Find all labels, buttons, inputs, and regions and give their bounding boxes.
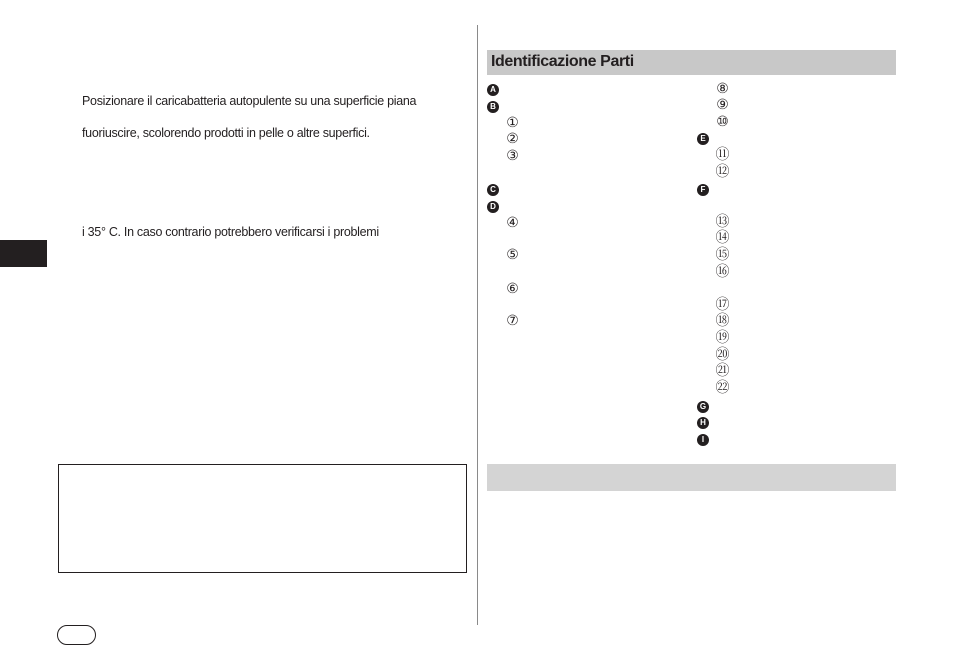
part-number: ㉑ <box>715 362 730 378</box>
part-number: ⑪ <box>715 146 730 162</box>
note-box <box>58 464 467 573</box>
section-heading-bar <box>487 464 896 491</box>
part-number: ⑥ <box>506 280 519 296</box>
part-letter-badge: B <box>487 101 499 113</box>
body-text-line-2: fuoriuscire, scolorendo prodotti in pelle o altre superfici. <box>82 126 370 140</box>
part-number: ③ <box>506 147 519 163</box>
part-letter-badge: I <box>697 434 709 446</box>
part-number: ⑮ <box>715 246 730 262</box>
part-number: ㉒ <box>715 379 730 395</box>
part-letter-badge: H <box>697 417 709 429</box>
body-text-line-1: Posizionare il caricabatteria autopulente su una superficie piana <box>82 94 417 108</box>
part-number: ⑱ <box>715 312 730 328</box>
part-letter-badge: G <box>697 401 709 413</box>
part-letter-badge: C <box>487 184 499 196</box>
part-number: ② <box>506 130 519 146</box>
part-number: ⑲ <box>715 329 730 345</box>
part-number: ⑯ <box>715 263 730 279</box>
part-letter-badge: A <box>487 84 499 96</box>
part-letter-badge: E <box>697 133 709 145</box>
part-number: ① <box>506 114 519 130</box>
part-number: ⑰ <box>715 296 730 312</box>
column-divider <box>477 25 478 625</box>
part-number: ⑩ <box>716 113 729 129</box>
language-side-tab <box>0 240 47 267</box>
part-number: ⑫ <box>715 163 730 179</box>
body-text-line-3: i 35° C. In caso contrario potrebbero verificarsi i problemi <box>82 225 379 239</box>
part-number: ⑤ <box>506 246 519 262</box>
part-letter-badge: D <box>487 201 499 213</box>
part-number: ④ <box>506 214 519 230</box>
page-language-oval <box>57 625 96 645</box>
part-letter-badge: F <box>697 184 709 196</box>
part-number: ⑬ <box>715 213 730 229</box>
part-number: ⑧ <box>716 80 729 96</box>
part-number: ⑭ <box>715 229 730 245</box>
part-number: ⑨ <box>716 96 729 112</box>
parts-heading: Identificazione Parti <box>491 53 634 70</box>
parts-heading-bar <box>487 50 896 75</box>
part-number: ⑳ <box>715 346 730 362</box>
part-number: ⑦ <box>506 312 519 328</box>
